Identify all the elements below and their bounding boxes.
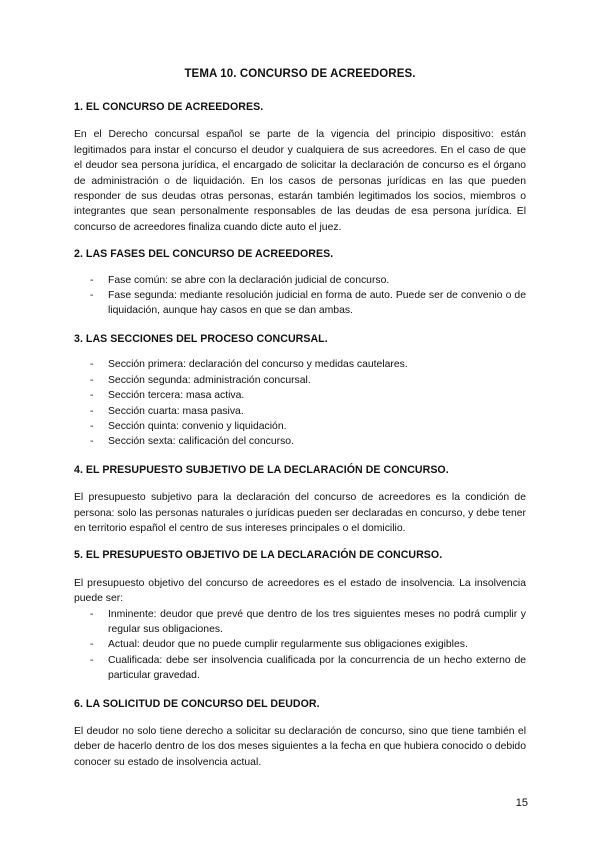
list-item: - Fase común: se abre con la declaración judicial de concurso. <box>108 273 526 288</box>
list-item: - Sección cuarta: masa pasiva. <box>108 404 526 419</box>
list-item: - Sección tercera: masa activa. <box>108 388 526 403</box>
insolvency-list <box>74 607 526 684</box>
section-5 <box>74 548 526 683</box>
section-heading: 2. LAS FASES DEL CONCURSO DE ACREEDORES. <box>74 248 334 261</box>
phase-list <box>74 273 526 319</box>
section-2 <box>74 247 526 319</box>
section-6 <box>74 697 526 771</box>
section-3 <box>74 332 526 450</box>
section-heading: 3. LAS SECCIONES DEL PROCESO CONCURSAL. <box>74 332 328 345</box>
document-body <box>74 94 526 782</box>
document-title: TEMA 10. CONCURSO DE ACREEDORES. <box>184 68 416 80</box>
section-1 <box>74 100 526 235</box>
list-item: - Sección primera: declaración del concurso y medidas cautelares. <box>108 357 526 372</box>
list-item: - Sección segunda: administración concursal. <box>108 373 526 388</box>
sections-list <box>74 357 526 449</box>
list-item: - Sección quinta: convenio y liquidación. <box>108 419 526 434</box>
page-number: 15 <box>515 797 528 809</box>
section-paragraph: En el Derecho concursal español se parte de la vigencia del principio dispositivo: están legitimados para instar el concurso el deudor y cualquiera de sus acreedores. En el caso de que el deudor sea persona jurídica, el encargado de solicitar la declaración de concurso es el órgano de administración o de liquidación. En los casos de personas jurídicas en las que pueden responder de sus deudas otras personas, estarán también legitimados los socios, miembros o integrantes que sean personalmente responsables de las deudas de esa persona jurídica. El concurso de acreedores finaliza cuando dicte auto el juez. <box>74 129 526 233</box>
section-heading: 4. EL PRESUPUESTO SUBJETIVO DE LA DECLARACIÓN DE CONCURSO. <box>74 463 449 476</box>
list-item: - Cualificada: debe ser insolvencia cualificada por la concurrencia de un hecho externo de particular gravedad. <box>108 653 526 684</box>
section-paragraph: El deudor no solo tiene derecho a solicitar su declaración de concurso, sino que tiene también el deber de hacerlo dentro de los dos meses siguientes a la fecha en que hubiera conocido o debido conocer su estado de insolvencia actual. <box>74 726 526 768</box>
list-item: - Fase segunda: mediante resolución judicial en forma de auto. Puede ser de convenio o de liquidación, aunque hay casos en que se dan ambas. <box>108 288 526 319</box>
section-heading: 6. LA SOLICITUD DE CONCURSO DEL DEUDOR. <box>74 697 320 710</box>
section-heading: 5. EL PRESUPUESTO OBJETIVO DE LA DECLARACIÓN DE CONCURSO. <box>74 549 443 562</box>
list-item: - Sección sexta: calificación del concurso. <box>108 434 526 449</box>
section-paragraph: El presupuesto objetivo del concurso de acreedores es el estado de insolvencia. La insolvencia puede ser: <box>74 577 526 605</box>
list-item: - Inminente: deudor que prevé que dentro de los tres siguientes meses no podrá cumplir y regular sus obligaciones. <box>108 607 526 638</box>
list-item: - Actual: deudor que no puede cumplir regularmente sus obligaciones exigibles. <box>108 637 526 652</box>
section-4 <box>74 463 526 537</box>
section-paragraph: El presupuesto subjetivo para la declaración del concurso de acreedores es la condición de persona: solo las personas naturales o jurídicas pueden ser declaradas en concurso, y debe tener en territorio español el centro de sus intereses principales o el domicilio. <box>74 492 526 534</box>
section-heading: 1. EL CONCURSO DE ACREEDORES. <box>74 101 264 113</box>
